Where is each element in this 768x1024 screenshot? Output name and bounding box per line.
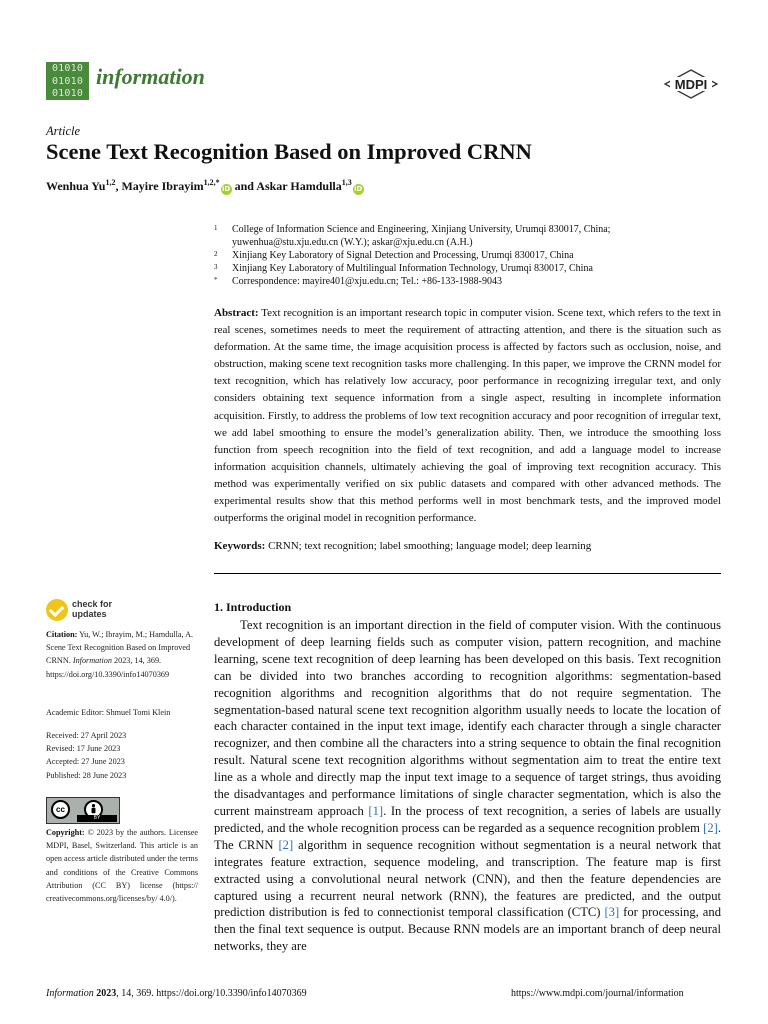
- copyright-label: Copyright:: [46, 828, 85, 837]
- keywords-label: Keywords:: [214, 540, 266, 552]
- citation-link[interactable]: [2]: [278, 837, 294, 852]
- intro-paragraph: Text recognition is an important direction in the field of computer vision. With the continuous development of deep learning fields such as computer vision, pattern recognition, and machine learning, scene text recognition of deep learning has been developed on this basis. Text recognition can be divided into two branches according to recognition algorithms: segmentation-based recognition algorithms and recognition algorithms that do not require segmentation. The segmentation-based natural scene text recognition algorithm usually needs to locate the location of each character contained in the input text image, identify each character through a single character recognizer, and then combine all the characters into a string sequence to obtain the final recognition result. Natural scene text recognition algorithms without segmentation aim to treat the entire text line as a whole and directly map the input text image to a sequence of target strings, thus avoiding the disadvantages and performance limitations of single character segmentation, which is also the current mainstream approach [1]. In the process of text recognition, a series of labels are usually predicted, and the whole recognition process can be regarded as a sequence recognition problem [2]. The CRNN [2] algorithm in sequence recognition without segmentation is a neural network that integrates feature extraction, sequence modeling, and transcription. The feature map is first extracted using a convolutional neural network (CNN), and then the feature dependencies are captured using a recurrent neural network (RNN), the features are predicted, and the output prediction distribution is fed to connectionist temporal classification (CTC) [3] for processing, and then the final text sequence is output. Because RNN models are an important branch of deep neural networks, they are: [214, 618, 721, 954]
- cc-license-badge[interactable]: [46, 797, 120, 824]
- keywords-text: CRNN; text recognition; label smoothing; language model; deep learning: [268, 540, 592, 552]
- orcid-icon[interactable]: iD: [221, 185, 231, 193]
- keywords: [214, 540, 721, 552]
- section-heading: 1. Introduction: [214, 600, 292, 614]
- article-type: Article: [46, 124, 81, 138]
- citation-link[interactable]: [1]: [368, 803, 384, 818]
- cc-icon: cc: [51, 800, 70, 819]
- citation-link[interactable]: [3]: [604, 905, 620, 920]
- check-icon: [46, 599, 68, 621]
- journal-logo: [46, 62, 89, 100]
- author-affil: 1,3: [341, 178, 352, 187]
- footer-journal: Information: [46, 988, 94, 999]
- academic-editor: Academic Editor: Shmuel Tomi Klein: [46, 708, 171, 717]
- orcid-icon[interactable]: iD: [354, 185, 363, 193]
- date-received: Received: 27 April 2023: [46, 731, 127, 740]
- author-separator: and: [231, 179, 257, 193]
- footer-doi[interactable]: , 14, 369. https://doi.org/10.3390/info14070369: [116, 988, 307, 999]
- citation-text: Yu, W.; Ibrayim, M.; Hamdulla, A. Scene Text Recognition Based on Improved CRNN.: [46, 630, 194, 666]
- author-list: [46, 178, 364, 195]
- date-revised: Revised: 17 June 2023: [46, 744, 121, 754]
- cc-by-label: BY: [77, 815, 117, 822]
- copyright: [46, 826, 198, 905]
- citation-journal: Information: [72, 656, 112, 666]
- divider: [214, 573, 721, 574]
- author-separator: ,: [115, 179, 122, 193]
- publisher-name: MDPI: [674, 77, 708, 92]
- logo-bits-3: 01010: [51, 88, 84, 99]
- footer-citation: [46, 988, 307, 999]
- date-accepted: Accepted: 27 June 2023: [46, 757, 125, 767]
- author-name[interactable]: Mayire Ibrayim: [121, 179, 204, 193]
- footer-year: 2023: [96, 988, 117, 999]
- intro-body: [214, 617, 721, 955]
- abstract-label: Abstract:: [214, 307, 259, 319]
- logo-bits-1: 01010: [51, 63, 84, 74]
- check-updates-line2: updates: [72, 608, 107, 619]
- check-updates-line1: check for: [72, 599, 113, 609]
- logo-bits-2: 01010: [51, 75, 84, 87]
- author-name[interactable]: Askar Hamdulla: [256, 179, 342, 193]
- mdpi-logo: [662, 69, 720, 99]
- author-affil: 1,2: [105, 178, 116, 187]
- abstract: [214, 305, 721, 527]
- copyright-text: © 2023 by the authors. Licensee MDPI, Basel, Switzerland. This article is an open access article distributed under the terms and conditions of the Creative Commons Attribution (CC BY) license (https:// creativecommons.org/licenses/by/ 4.0/).: [46, 828, 199, 904]
- citation-link[interactable]: [2]: [703, 820, 718, 835]
- date-published: Published: 28 June 2023: [46, 770, 127, 780]
- abstract-text: Text recognition is an important research topic in computer vision. Scene text, which refers to the text in real scenes, sometimes needs to meet the requirement of attracting attention, and there is the situation such as deformation. At the same time, the image acquisition process is affected by factors such as occlusion, noise, and obstruction, making scene text recognition tasks more challenging. In this paper, we improve the CRNN model for text recognition, which has relatively low accuracy, poor performance in recognizing irregular text, and only considers obtaining text sequence information from a single aspect, resulting in incomplete information acquisition. Firstly, to address the problems of low text recognition accuracy and poor recognition of irregular text, we add label smoothing to ensure the model’s generalization ability. Then, we introduce the smoothing loss function from speech recognition into the field of text recognition, and add a language model to increase information acquisition channels, ultimately achieving the goal of improving text recognition accuracy. This method was experimentally verified on six public datasets and compared with other advanced methods. The experimental results show that this method performs well in most benchmark tests, and the improved model outperforms the original model in recognition performance.: [214, 307, 721, 525]
- footer-url[interactable]: https://www.mdpi.com/journal/information: [511, 988, 684, 999]
- citation-volume[interactable]: 2023, 14, 369. https://doi.org/10.3390/info14070369: [46, 656, 170, 679]
- journal-name: information: [96, 64, 205, 89]
- author-name[interactable]: Wenhua Yu: [46, 179, 106, 193]
- dates: [46, 729, 198, 782]
- citation: [46, 628, 198, 681]
- citation-label: Citation:: [46, 630, 78, 639]
- author-affil: 1,2,*: [203, 178, 220, 187]
- paper-title: Scene Text Recognition Based on Improved CRNN: [46, 139, 532, 164]
